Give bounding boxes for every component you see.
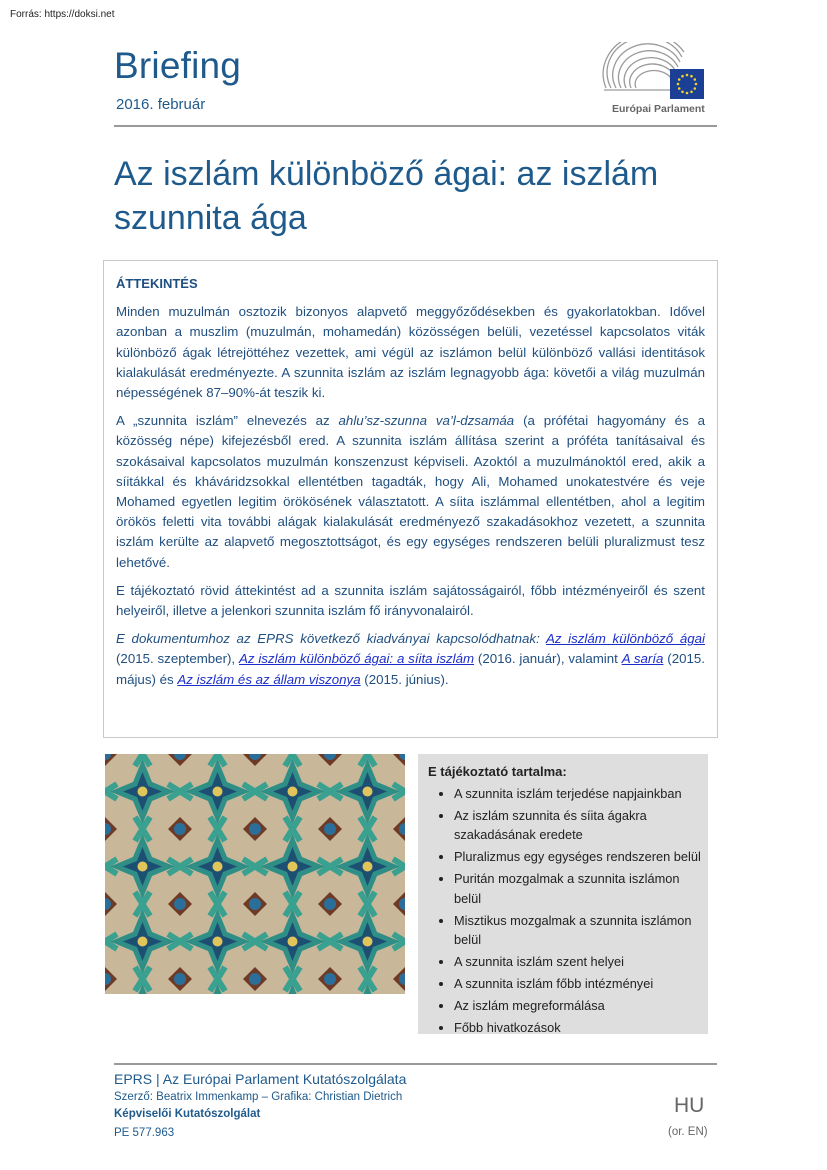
- overview-heading: ÁTTEKINTÉS: [116, 276, 198, 291]
- overview-paragraph-1: Minden muzulmán osztozik bizonyos alapvető meggyőződésekben és gyakorlatokban. Idővel azonban a muszlim (muzulmán, mohamedán) közösségen belüli, vezetéssel kapcsolatos viták különböző ágak létrejöttéhez vezettek, ami végül az iszlámon belül különböző vallási identitások kialakulását eredményezte. A szunnita iszlám az iszlám legnagyobb ága: követői a világ muzulmán népességének 87–90%-át teszik ki.: [116, 304, 705, 401]
- p2-text-start: A „szunnita iszlám” elnevezés az: [116, 413, 339, 429]
- footer-document-code: PE 577.963: [114, 1127, 175, 1139]
- european-parliament-wordmark: Európai Parlament: [612, 103, 705, 115]
- contents-item: • Puritán mozgalmak a szunnita iszlámon belül: [454, 869, 708, 908]
- related-publications: [116, 629, 705, 690]
- footer-service: Képviselői Kutatószolgálat: [114, 1108, 261, 1120]
- parliament-hemicycle-icon: [600, 42, 706, 102]
- footer-organization: EPRS | Az Európai Parlament Kutatószolgálata: [114, 1071, 407, 1087]
- publication-date: 2016. február: [116, 96, 206, 113]
- contents-heading: E tájékoztató tartalma:: [428, 764, 567, 779]
- contents-item: • Az iszlám megreformálása: [454, 996, 708, 1016]
- link4-date: (2015. június).: [360, 671, 449, 687]
- contents-item: • Az iszlám szunnita és síita ágakra szakadásának eredete: [454, 806, 708, 845]
- zellige-mosaic-image: [105, 754, 405, 994]
- contents-item: • A szunnita iszlám szent helyei: [454, 952, 708, 972]
- link-islam-and-state[interactable]: Az iszlám és az állam viszonya: [177, 671, 361, 687]
- document-title: Az iszlám különböző ágai: az iszlám szunnita ága: [114, 155, 659, 237]
- source-label: Forrás: https://doksi.net: [10, 9, 115, 20]
- link-sharia[interactable]: A saría: [621, 651, 664, 667]
- mosaic-photo: [105, 754, 405, 994]
- link-islam-branches[interactable]: Az iszlám különböző ágai: [545, 631, 705, 647]
- link2-date: (2016. január), valamint: [474, 651, 622, 667]
- overview-paragraph-2: [116, 411, 705, 573]
- overview-box: [103, 260, 718, 738]
- p2-text-end: (a prófétai hagyomány és a közösség népe) kifejezésből ered. A szunnita iszlám állítása szerint a próféta tanításaival és szokásaival kapcsolatos muzulmán konszenzust képviseli. Azoktól a muzulmánoktól ered, akik a síitákkal és kháváridzsokkal ellentétben tagadták, hogy Ali, Mohamed unokatestvére és veje Mohamed egyetlen legitim örökösének választatott. A síita iszlámmal ellentétben, ahol a legitim örökös feletti vita további alágak kialakulását eredményező szakadásokhoz vezetett, a szunnita iszlám kerülte az alapvető megosztottságot, és egy egységes rendszeren belüli pluralizmust tesz lehetővé.: [116, 413, 705, 570]
- contents-item: • A szunnita iszlám főbb intézményei: [454, 974, 708, 994]
- link1-date: (2015. szeptember),: [116, 651, 239, 667]
- link-shia-islam[interactable]: Az iszlám különböző ágai: a síita iszlám: [238, 651, 475, 667]
- related-intro: E dokumentumhoz az EPRS következő kiadványai kapcsolódhatnak:: [116, 631, 546, 647]
- contents-item: • Misztikus mozgalmak a szunnita iszlámon belül: [454, 911, 708, 950]
- briefing-label: Briefing: [114, 45, 242, 86]
- footer-divider: [114, 1063, 717, 1065]
- contents-item: • Főbb hivatkozások: [454, 1018, 708, 1038]
- contents-item: • A szunnita iszlám terjedése napjainkban: [454, 784, 708, 804]
- footer-authors: Szerző: Beatrix Immenkamp – Grafika: Christian Dietrich: [114, 1091, 403, 1103]
- arabic-term: ahlu’sz-szunna va’l-dzsamáa: [338, 413, 515, 429]
- header-divider: [114, 125, 717, 127]
- overview-paragraph-3: E tájékoztató rövid áttekintést ad a szunnita iszlám sajátosságairól, főbb intézményeiről és szent helyeiről, illetve a jelenkori szunnita iszlám fő irányvonalairól.: [116, 582, 705, 619]
- link3-date: (2015. május) és: [116, 651, 706, 687]
- contents-box: [418, 754, 708, 1034]
- language-code: HU: [674, 1094, 705, 1117]
- contents-item: • Pluralizmus egy egységes rendszeren belül: [454, 847, 708, 867]
- original-language: (or. EN): [668, 1126, 708, 1138]
- contents-list: [428, 784, 708, 1038]
